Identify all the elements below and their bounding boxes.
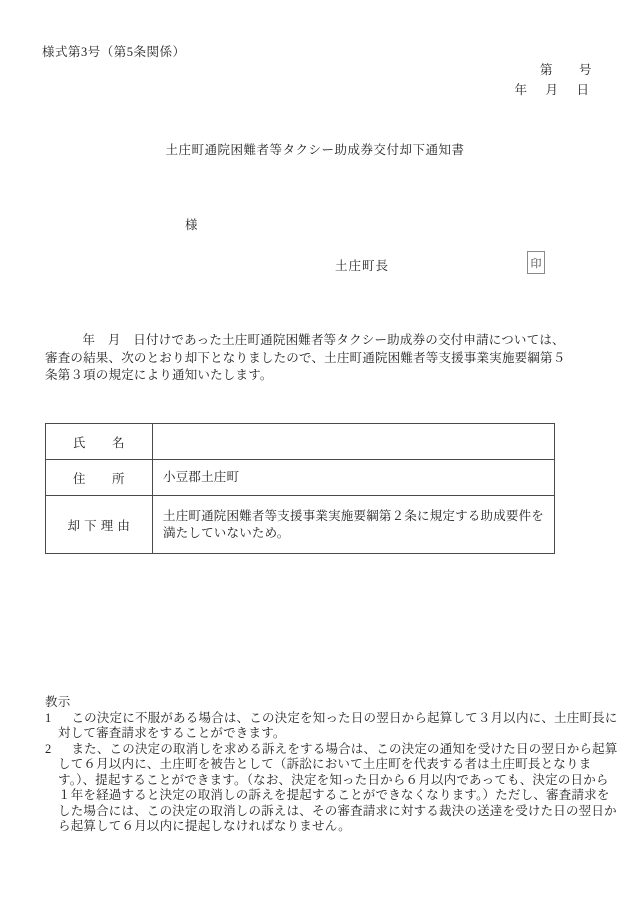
appeal-instructions-section [45, 695, 618, 835]
table-row-rejection-reason [46, 496, 555, 554]
official-seal-placeholder: 印 [527, 251, 545, 274]
form-number-label: 様式第3号（第5条関係） [42, 45, 186, 59]
name-value-cell [153, 424, 555, 460]
item-2-number: 2 [45, 741, 52, 756]
sender-name: 土庄町長 [335, 259, 390, 273]
item-1-text: この決定に不服がある場合は、この決定を知った日の翌日から起算して３月以内に、土庄町長に対して審査請求をすることができます。 [58, 710, 618, 740]
addressee-honorific: 様 [185, 218, 198, 232]
table-row-address [46, 460, 555, 496]
appeal-instruction-item-1 [45, 711, 618, 742]
notification-body-text: 年 月 日付けであった土庄町通院困難者等タクシー助成券の交付申請については、審査の結果、次のとおり却下となりましたので、土庄町通院困難者等支援事業実施要綱第５条第３項の規定により通知いたします。 [45, 333, 566, 382]
rejection-reason-label-cell: 却 下 理 由 [46, 496, 153, 554]
rejection-detail-table [45, 423, 555, 554]
document-number-line: 第 号 [539, 63, 592, 77]
rejection-reason-value-cell: 土庄町通院困難者等支援事業実施要綱第２条に規定する助成要件を満たしていないため。 [153, 496, 555, 554]
address-value-cell: 小豆郡土庄町 [153, 460, 555, 496]
appeal-instruction-item-2 [45, 742, 618, 835]
item-1-number: 1 [45, 710, 52, 725]
address-label-cell: 住 所 [46, 460, 153, 496]
document-meta [514, 60, 592, 100]
document-date-line: 年 月 日 [514, 83, 592, 97]
item-2-text: また、この決定の取消しを求める訴えをする場合は、この決定の通知を受けた日の翌日から起算して６月以内に、土庄町を被告として（訴訟において土庄町を代表する者は土庄町長となります。）、提起することができます。（なお、決定を知った日から６月以内であっても、決定の日から１年を経過すると決定の取消しの訴えを提起することができなくなります。）ただし、審査請求をした場合には、この決定の取消しの訴えは、その審査請求に対する裁決の送達を受けた日の翌日から起算して６月以内に提起しなければなりません。 [58, 741, 618, 833]
table-row-name [46, 424, 555, 460]
document-title: 土庄町通院困難者等タクシー助成券交付却下通知書 [165, 143, 465, 157]
name-label-cell: 氏 名 [46, 424, 153, 460]
appeal-instructions-heading: 教示 [45, 695, 71, 709]
